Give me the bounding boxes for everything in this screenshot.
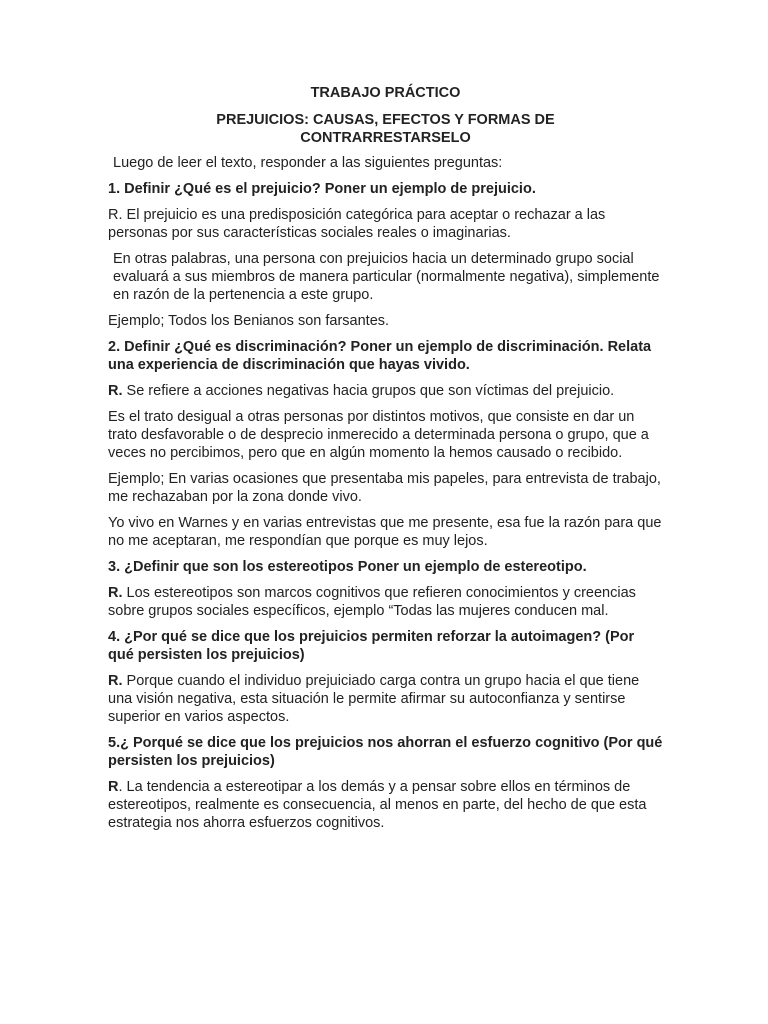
answer-3-text: Los estereotipos son marcos cognitivos que refieren conocimientos y creencias sobre grupos sociales específicos, ejemplo “Todas las mujeres conducen mal.	[108, 585, 636, 619]
question-1: 1. Definir ¿Qué es el prejuicio? Poner un ejemplo de prejuicio.	[108, 181, 536, 197]
answer-1-paragraph-2: En otras palabras, una persona con prejuicios hacia un determinado grupo social evaluará a sus miembros de manera particular (normalmente negativa), simplemente en razón de la pertenencia a este grupo.	[113, 251, 660, 303]
answer-1-label: R.	[108, 207, 123, 223]
answer-5	[108, 778, 663, 832]
answer-4	[108, 672, 663, 726]
answer-2-paragraph-4: Yo vivo en Warnes y en varias entrevistas que me presente, esa fue la razón para que no me aceptaran, me respondían que porque es muy lejos.	[108, 515, 662, 549]
answer-2-text: Se refiere a acciones negativas hacia grupos que son víctimas del prejuicio.	[126, 383, 615, 399]
question-3: 3. ¿Definir que son los estereotipos Poner un ejemplo de estereotipo.	[108, 559, 587, 575]
document-page	[108, 84, 663, 840]
answer-3-label: R.	[108, 585, 123, 601]
question-2: 2. Definir ¿Qué es discriminación? Poner un ejemplo de discriminación. Relata una experiencia de discriminación que hayas vivido.	[108, 339, 652, 373]
answer-1-example: Ejemplo; Todos los Benianos son farsantes.	[108, 313, 390, 329]
question-4: 4. ¿Por qué se dice que los prejuicios permiten reforzar la autoimagen? (Por qué persisten los prejuicios)	[108, 629, 635, 663]
subtitle-line-2: CONTRARRESTARSELO	[300, 130, 471, 146]
subtitle-line-1: PREJUICIOS: CAUSAS, EFECTOS Y FORMAS DE	[216, 112, 555, 128]
answer-4-label: R.	[108, 673, 123, 689]
answer-2-label: R.	[108, 383, 123, 399]
answer-2	[108, 382, 663, 400]
answer-2-example: Ejemplo; En varias ocasiones que presentaba mis papeles, para entrevista de trabajo, me rechazaban por la zona donde vivo.	[108, 471, 661, 505]
answer-5-text: . La tendencia a estereotipar a los demás y a pensar sobre ellos en términos de estereotipos, realmente es consecuencia, al menos en parte, del hecho de que esta estrategia nos ahorra esfuerzos cognitivos.	[108, 779, 647, 831]
document-title: TRABAJO PRÁCTICO	[310, 85, 461, 101]
intro-text: Luego de leer el texto, responder a las siguientes preguntas:	[113, 155, 503, 171]
answer-1-text: El prejuicio es una predisposición categórica para aceptar o rechazar a las personas por sus características sociales reales o imaginarias.	[108, 207, 606, 241]
answer-4-text: Porque cuando el individuo prejuiciado carga contra un grupo hacia el que tiene una visión negativa, esta situación le permite afirmar su autoconfianza y sentirse superior en varios aspectos.	[108, 673, 640, 725]
answer-1	[108, 206, 663, 242]
question-5: 5.¿ Porqué se dice que los prejuicios nos ahorran el esfuerzo cognitivo (Por qué persisten los prejuicios)	[108, 735, 663, 769]
document-subtitle	[108, 111, 663, 147]
answer-3	[108, 584, 663, 620]
answer-5-label: R	[108, 779, 119, 795]
answer-2-paragraph-2: Es el trato desigual a otras personas por distintos motivos, que consiste en dar un trato desfavorable o de desprecio inmerecido a determinada persona o grupo, que a veces no percibimos, pero que en algún momento la hemos causado o recibido.	[108, 409, 649, 461]
